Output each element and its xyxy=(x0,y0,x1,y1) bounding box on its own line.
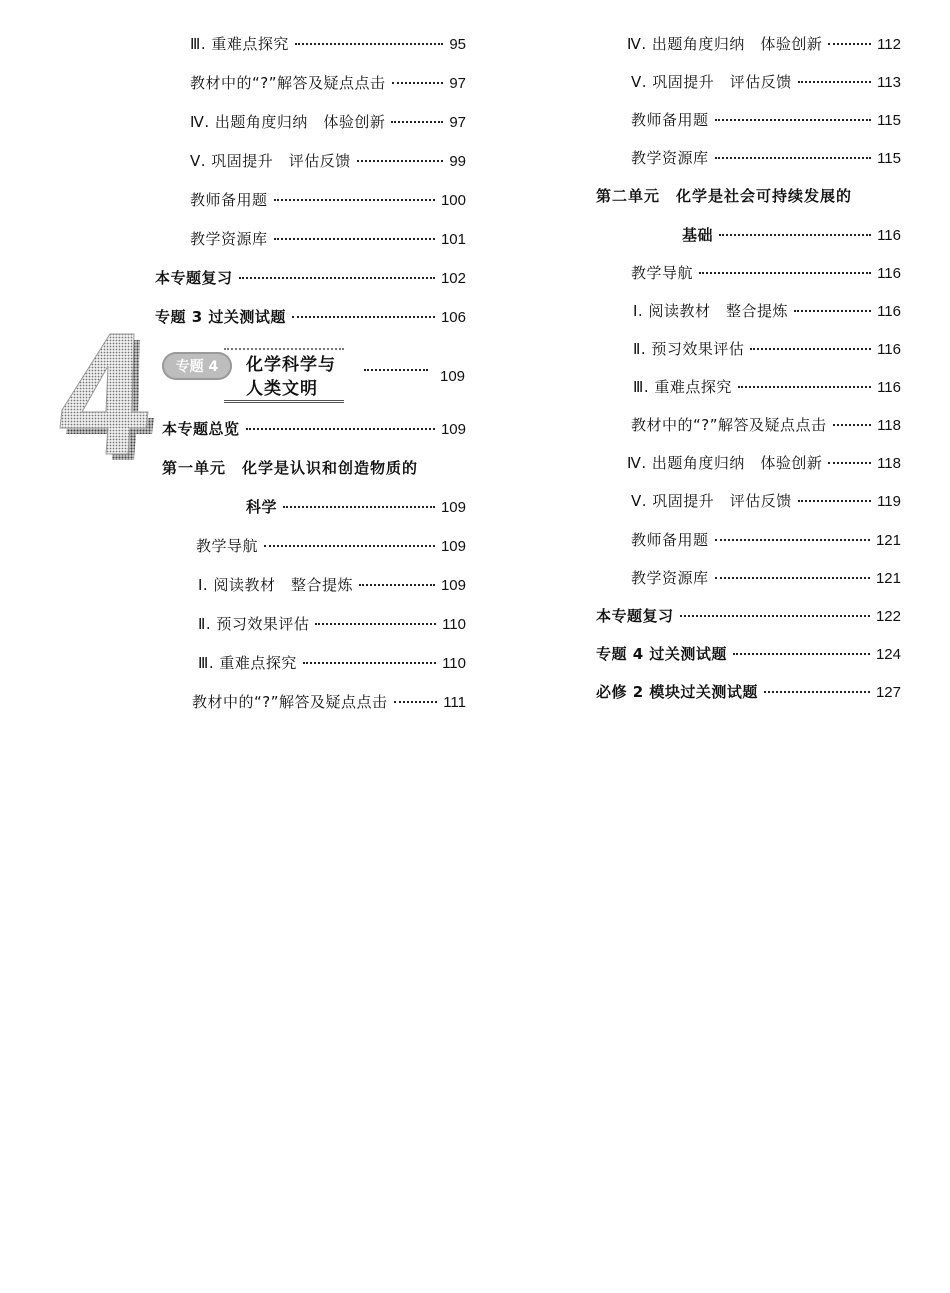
toc-entry[interactable] xyxy=(155,268,466,289)
entry-page: 110 xyxy=(442,616,466,633)
entry-title: Ⅱ. 预习效果评估 xyxy=(198,615,310,633)
entry-title: Ⅰ. 阅读教材 整合提炼 xyxy=(198,576,353,594)
toc-entry[interactable] xyxy=(198,653,466,674)
entry-page: 116 xyxy=(877,265,901,282)
section-title-line2: 人类文明 xyxy=(246,379,318,399)
entry-page: 102 xyxy=(440,270,466,287)
entry-title: Ⅲ. 重难点探究 xyxy=(190,35,289,53)
entry-page: 115 xyxy=(877,112,901,129)
leader-dots xyxy=(283,506,435,508)
entry-page: 111 xyxy=(443,694,466,711)
leader-dots xyxy=(738,386,871,388)
entry-title: Ⅳ. 出题角度归纳 体验创新 xyxy=(190,113,386,131)
entry-title: Ⅳ. 出题角度归纳 体验创新 xyxy=(627,35,823,53)
leader-dots xyxy=(274,199,435,201)
toc-entry[interactable] xyxy=(682,225,901,246)
toc-entry[interactable] xyxy=(596,606,901,627)
entry-title: 科学 xyxy=(246,498,278,516)
entry-page: 99 xyxy=(449,153,466,170)
entry-page: 119 xyxy=(877,493,901,510)
leader-dots xyxy=(715,539,870,541)
entry-page: 109 xyxy=(440,538,466,555)
section-title-line1: 化学科学与 xyxy=(246,355,336,375)
leader-dots xyxy=(295,43,443,45)
entry-title: 教材中的“?”解答及疑点点击 xyxy=(192,693,388,711)
entry-page: 109 xyxy=(440,421,466,438)
leader-dots xyxy=(680,615,870,617)
entry-title: Ⅲ. 重难点探究 xyxy=(633,378,732,396)
entry-title: 本专题复习 xyxy=(596,607,674,625)
entry-page: 100 xyxy=(440,192,466,209)
leader-dots xyxy=(246,428,435,430)
toc-entry[interactable] xyxy=(192,692,466,713)
leader-dots xyxy=(357,160,444,162)
big-number-4-icon xyxy=(58,330,158,470)
toc-entry[interactable] xyxy=(190,190,466,211)
leader-dots xyxy=(764,691,870,693)
unit-heading[interactable]: 第二单元 化学是社会可持续发展的 xyxy=(596,187,853,205)
leader-dots xyxy=(715,157,872,159)
entry-page: 113 xyxy=(877,74,901,91)
toc-entry[interactable] xyxy=(190,229,466,250)
entry-page: 124 xyxy=(875,646,901,663)
toc-entry[interactable] xyxy=(627,34,901,55)
leader-dots xyxy=(394,701,438,703)
entry-title: Ⅰ. 阅读教材 整合提炼 xyxy=(633,302,788,320)
toc-entry[interactable] xyxy=(162,419,466,440)
toc-entry[interactable] xyxy=(631,491,901,512)
leader-dots xyxy=(715,577,870,579)
leader-dots xyxy=(391,121,443,123)
entry-title: 基础 xyxy=(682,226,714,244)
entry-page: 116 xyxy=(877,303,901,320)
leader-dots xyxy=(833,424,872,426)
entry-page: 118 xyxy=(877,455,901,472)
entry-title: 专题 3 过关测试题 xyxy=(155,308,286,326)
entry-page: 109 xyxy=(440,499,466,516)
leader-dots xyxy=(750,348,871,350)
entry-title: Ⅳ. 出题角度归纳 体验创新 xyxy=(627,454,823,472)
entry-title: 本专题复习 xyxy=(155,269,233,287)
entry-title: 必修 2 模块过关测试题 xyxy=(596,683,758,701)
toc-entry[interactable] xyxy=(198,614,466,635)
entry-page: 115 xyxy=(877,150,901,167)
leader-dots xyxy=(274,238,435,240)
leader-dots xyxy=(392,82,444,84)
leader-dots xyxy=(828,462,871,464)
leader-dots xyxy=(239,277,435,279)
leader-dots xyxy=(715,119,872,121)
entry-title: Ⅴ. 巩固提升 评估反馈 xyxy=(631,492,792,510)
toc-entry[interactable] xyxy=(190,34,466,55)
toc-entry[interactable] xyxy=(633,301,901,322)
entry-title: 教学资源库 xyxy=(631,569,709,587)
toc-entry[interactable] xyxy=(596,644,901,665)
toc-entry[interactable] xyxy=(631,72,901,93)
toc-entry[interactable] xyxy=(633,339,901,360)
leader-dots xyxy=(315,623,436,625)
toc-entry[interactable] xyxy=(631,530,901,551)
toc-entry[interactable] xyxy=(596,682,901,703)
entry-page: 110 xyxy=(442,655,466,672)
toc-entry[interactable] xyxy=(246,497,466,518)
toc-entry[interactable] xyxy=(631,568,901,589)
toc-entry[interactable] xyxy=(190,151,466,172)
entry-title: 教师备用题 xyxy=(631,111,709,129)
entry-title: 教学导航 xyxy=(631,264,694,282)
leader-dots xyxy=(264,545,435,547)
section-badge: 专题 4 xyxy=(162,352,232,380)
section-title[interactable] xyxy=(246,353,336,401)
toc-entry[interactable] xyxy=(631,415,901,436)
entry-page: 116 xyxy=(877,379,901,396)
leader-dots xyxy=(794,310,871,312)
toc-entry[interactable] xyxy=(631,110,901,131)
toc-entry[interactable] xyxy=(196,536,466,557)
leader-dots xyxy=(798,81,871,83)
entry-page: 97 xyxy=(449,114,466,131)
entry-page: 95 xyxy=(449,36,466,53)
leader-dots xyxy=(798,500,871,502)
entry-title: Ⅴ. 巩固提升 评估反馈 xyxy=(631,73,792,91)
unit-heading[interactable]: 第一单元 化学是认识和创造物质的 xyxy=(162,459,419,477)
toc-entry[interactable] xyxy=(631,263,901,284)
leader-dots xyxy=(699,272,871,274)
entry-title: Ⅱ. 预习效果评估 xyxy=(633,340,745,358)
section-page: 109 xyxy=(440,368,466,385)
entry-page: 121 xyxy=(875,532,901,549)
entry-title: 教学导航 xyxy=(196,537,259,555)
entry-title: 教学资源库 xyxy=(190,230,268,248)
entry-page: 112 xyxy=(877,36,901,53)
leader-dots xyxy=(359,584,435,586)
entry-title: Ⅴ. 巩固提升 评估反馈 xyxy=(190,152,351,170)
entry-page: 106 xyxy=(440,309,466,326)
toc-entry[interactable] xyxy=(631,148,901,169)
toc-entry[interactable] xyxy=(190,73,466,94)
entry-title: Ⅲ. 重难点探究 xyxy=(198,654,297,672)
entry-title: 教师备用题 xyxy=(190,191,268,209)
entry-title: 教材中的“?”解答及疑点点击 xyxy=(190,74,386,92)
toc-entry[interactable] xyxy=(190,112,466,133)
entry-page: 127 xyxy=(875,684,901,701)
title-rule-top xyxy=(224,348,344,350)
toc-entry[interactable] xyxy=(633,377,901,398)
leader-dots xyxy=(303,662,436,664)
toc-entry[interactable] xyxy=(627,453,901,474)
entry-title: 教材中的“?”解答及疑点点击 xyxy=(631,416,827,434)
entry-page: 116 xyxy=(877,341,901,358)
toc-entry[interactable] xyxy=(155,307,466,328)
entry-page: 122 xyxy=(875,608,901,625)
leader-dots xyxy=(364,369,428,371)
entry-page: 97 xyxy=(449,75,466,92)
entry-title: 专题 4 过关测试题 xyxy=(596,645,727,663)
entry-page: 101 xyxy=(440,231,466,248)
title-rule xyxy=(224,400,344,403)
toc-entry[interactable] xyxy=(198,575,466,596)
entry-page: 118 xyxy=(877,417,901,434)
entry-page: 109 xyxy=(440,577,466,594)
entry-page: 116 xyxy=(877,227,901,244)
entry-page: 121 xyxy=(875,570,901,587)
leader-dots xyxy=(719,234,871,236)
leader-dots xyxy=(292,316,435,318)
entry-title: 教师备用题 xyxy=(631,531,709,549)
leader-dots xyxy=(733,653,870,655)
leader-dots xyxy=(828,43,871,45)
entry-title: 教学资源库 xyxy=(631,149,709,167)
entry-title: 本专题总览 xyxy=(162,420,240,438)
